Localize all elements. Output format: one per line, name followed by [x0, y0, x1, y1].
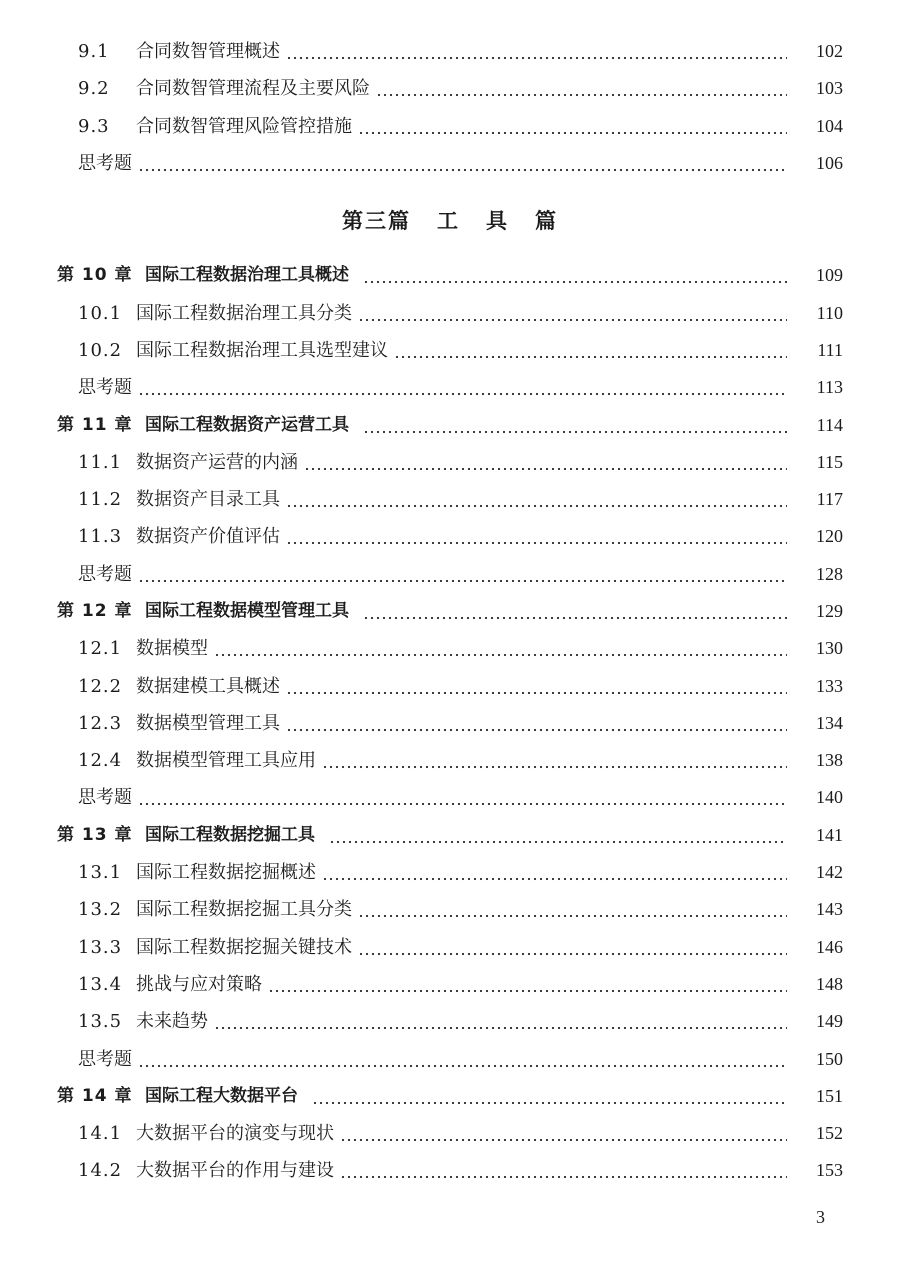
- dot-leader: [322, 854, 787, 891]
- toc-entry-title: 数据模型: [136, 638, 208, 660]
- toc-section-row[interactable]: [0, 332, 900, 369]
- toc-entry-page: 143: [816, 899, 843, 920]
- toc-entry-title: 合同数智管理风险管控措施: [136, 115, 352, 137]
- dot-leader: [138, 556, 787, 593]
- toc-entry-number: 13.2: [78, 899, 123, 921]
- toc-entry-number: 第 14 章: [57, 1085, 133, 1106]
- toc-entry-number: 10.2: [78, 339, 123, 361]
- toc-entry-title: 国际工程大数据平台: [145, 1085, 298, 1106]
- toc-questions-row[interactable]: [0, 556, 900, 593]
- dot-leader: [214, 630, 787, 667]
- toc-entry-number: 11.1: [78, 451, 123, 473]
- toc-section-row[interactable]: [0, 444, 900, 481]
- part-heading: [0, 182, 900, 257]
- dot-leader: [138, 779, 787, 816]
- toc-entry-number: 12.1: [78, 638, 123, 660]
- toc-entry-page: 129: [816, 601, 843, 621]
- toc-section-row[interactable]: [0, 891, 900, 928]
- toc-entry-title: 数据建模工具概述: [136, 675, 280, 697]
- toc-entry-page: 133: [816, 675, 843, 696]
- dot-leader: [363, 407, 787, 444]
- toc-entry-page: 117: [816, 489, 843, 510]
- toc-entry-page: 153: [816, 1160, 843, 1181]
- dot-leader: [286, 518, 787, 555]
- toc-section-row[interactable]: [0, 667, 900, 704]
- dot-leader: [138, 1041, 787, 1078]
- toc-entry-title: 国际工程数据挖掘概述: [136, 862, 316, 884]
- dot-leader: [358, 108, 787, 145]
- toc-top-block: [0, 33, 900, 182]
- toc-section-row[interactable]: [0, 33, 900, 70]
- toc-chapter-row[interactable]: [0, 593, 900, 630]
- toc-entry-title: 大数据平台的演变与现状: [136, 1123, 334, 1145]
- dot-leader: [394, 332, 787, 369]
- toc-entry-page: 148: [816, 973, 843, 994]
- toc-entry-page: 120: [816, 526, 843, 547]
- toc-entry-title: 大数据平台的作用与建设: [136, 1160, 334, 1182]
- dot-leader: [340, 1115, 787, 1152]
- toc-entry-page: 141: [816, 824, 843, 845]
- toc-entry-title: 思考题: [78, 787, 132, 809]
- toc-entry-title: 思考题: [78, 377, 132, 399]
- toc-entry-title: 思考题: [78, 563, 132, 585]
- toc-entry-page: 111: [817, 339, 843, 360]
- toc-entry-title: 国际工程数据资产运营工具: [145, 414, 349, 435]
- toc-entry-page: 114: [816, 414, 843, 435]
- dot-leader: [286, 33, 787, 70]
- dot-leader: [214, 1003, 787, 1040]
- dot-leader: [286, 705, 787, 742]
- toc-entry-number: 13.5: [78, 1011, 123, 1033]
- toc-entry-page: 142: [816, 862, 843, 883]
- toc-entry-number: 13.4: [78, 973, 123, 995]
- toc-chapter-row[interactable]: [0, 406, 900, 443]
- toc-section-row[interactable]: [0, 108, 900, 145]
- toc-entry-title: 国际工程数据治理工具概述: [145, 265, 349, 286]
- toc-chapter-row[interactable]: [0, 257, 900, 294]
- toc-entry-page: 128: [816, 563, 843, 584]
- part-word-2: 具: [486, 207, 509, 233]
- dot-leader: [358, 295, 787, 332]
- toc-entry-page: 103: [816, 78, 843, 99]
- toc-section-row[interactable]: [0, 966, 900, 1003]
- toc-entry-number: 第 10 章: [57, 265, 133, 286]
- toc-entry-title: 思考题: [78, 1048, 132, 1070]
- toc-section-row[interactable]: [0, 929, 900, 966]
- part-label: 第三篇: [342, 207, 411, 233]
- toc-entry-page: 151: [816, 1085, 843, 1106]
- dot-leader: [358, 929, 787, 966]
- dot-leader: [312, 1078, 787, 1115]
- toc-entry-title: 未来趋势: [136, 1011, 208, 1033]
- toc-chapter-row[interactable]: [0, 817, 900, 854]
- toc-entry-page: 134: [816, 712, 843, 733]
- toc-entry-number: 9.3: [78, 115, 110, 137]
- toc-entry-number: 14.2: [78, 1160, 123, 1182]
- dot-leader: [268, 966, 787, 1003]
- toc-questions-row[interactable]: [0, 1040, 900, 1077]
- toc-section-row[interactable]: [0, 294, 900, 331]
- toc-entry-number: 12.3: [78, 712, 123, 734]
- toc-entry-number: 13.3: [78, 936, 123, 958]
- toc-entry-number: 第 11 章: [57, 414, 133, 435]
- dot-leader: [286, 481, 787, 518]
- table-of-contents: [0, 33, 900, 1190]
- toc-questions-row[interactable]: [0, 779, 900, 816]
- dot-leader: [340, 1152, 787, 1189]
- toc-section-row[interactable]: [0, 630, 900, 667]
- toc-section-row[interactable]: [0, 518, 900, 555]
- part-word-1: 工: [437, 207, 460, 233]
- toc-section-row[interactable]: [0, 854, 900, 891]
- toc-entry-number: 第 13 章: [57, 824, 133, 845]
- toc-entry-title: 国际工程数据治理工具分类: [136, 302, 352, 324]
- dot-leader: [358, 891, 787, 928]
- toc-entry-title: 数据资产价值评估: [136, 526, 280, 548]
- toc-entry-title: 国际工程数据挖掘工具: [145, 824, 315, 845]
- toc-entry-title: 合同数智管理流程及主要风险: [136, 78, 370, 100]
- toc-entry-page: 102: [816, 41, 843, 62]
- dot-leader: [322, 742, 787, 779]
- dot-leader: [329, 817, 787, 854]
- dot-leader: [286, 668, 787, 705]
- toc-entry-number: 11.2: [78, 489, 123, 511]
- toc-entry-number: 11.3: [78, 526, 123, 548]
- dot-leader: [304, 444, 787, 481]
- toc-entry-page: 106: [816, 153, 843, 174]
- toc-entry-number: 14.1: [78, 1123, 123, 1145]
- toc-entry-title: 挑战与应对策略: [136, 973, 262, 995]
- toc-entry-number: 9.1: [78, 41, 110, 63]
- toc-entry-title: 数据资产目录工具: [136, 489, 280, 511]
- dot-leader: [138, 369, 787, 406]
- toc-section-row[interactable]: [0, 1115, 900, 1152]
- toc-entry-title: 国际工程数据模型管理工具: [145, 601, 349, 621]
- toc-section-row[interactable]: [0, 1152, 900, 1189]
- toc-entry-page: 146: [816, 936, 843, 957]
- toc-entry-page: 130: [816, 638, 843, 659]
- toc-entry-title: 国际工程数据挖掘工具分类: [136, 899, 352, 921]
- toc-entry-title: 数据模型管理工具应用: [136, 750, 316, 772]
- toc-entry-number: 12.4: [78, 750, 123, 772]
- toc-entry-number: 12.2: [78, 675, 123, 697]
- toc-entry-title: 思考题: [78, 153, 132, 175]
- toc-section-row[interactable]: [0, 742, 900, 779]
- toc-chapter-row[interactable]: [0, 1078, 900, 1115]
- toc-entry-page: 138: [816, 750, 843, 771]
- dot-leader: [363, 593, 787, 630]
- toc-entry-page: 150: [816, 1048, 843, 1069]
- dot-leader: [376, 70, 787, 107]
- toc-main-block: [0, 257, 900, 1189]
- toc-entry-number: 9.2: [78, 78, 110, 100]
- part-word-3: 篇: [535, 207, 558, 233]
- toc-entry-number: 10.1: [78, 302, 123, 324]
- toc-section-row[interactable]: [0, 1003, 900, 1040]
- toc-entry-page: 140: [816, 787, 843, 808]
- toc-entry-page: 113: [816, 377, 843, 398]
- toc-entry-title: 国际工程数据治理工具选型建议: [136, 339, 388, 361]
- toc-entry-page: 109: [816, 265, 843, 286]
- toc-entry-number: 第 12 章: [57, 601, 133, 621]
- toc-entry-title: 国际工程数据挖掘关键技术: [136, 936, 352, 958]
- toc-section-row[interactable]: [0, 705, 900, 742]
- dot-leader: [363, 257, 787, 294]
- toc-section-row[interactable]: [0, 70, 900, 107]
- toc-entry-page: 115: [816, 451, 843, 472]
- toc-section-row[interactable]: [0, 481, 900, 518]
- toc-questions-row[interactable]: [0, 369, 900, 406]
- toc-entry-title: 数据资产运营的内涵: [136, 451, 298, 473]
- toc-entry-number: 13.1: [78, 862, 123, 884]
- toc-entry-page: 110: [816, 302, 843, 323]
- toc-entry-page: 152: [816, 1123, 843, 1144]
- page-number: 3: [816, 1207, 825, 1227]
- toc-entry-title: 数据模型管理工具: [136, 712, 280, 734]
- toc-questions-row[interactable]: [0, 145, 900, 182]
- toc-entry-title: 合同数智管理概述: [136, 41, 280, 63]
- toc-entry-page: 104: [816, 115, 843, 136]
- dot-leader: [138, 145, 787, 182]
- toc-entry-page: 149: [816, 1011, 843, 1032]
